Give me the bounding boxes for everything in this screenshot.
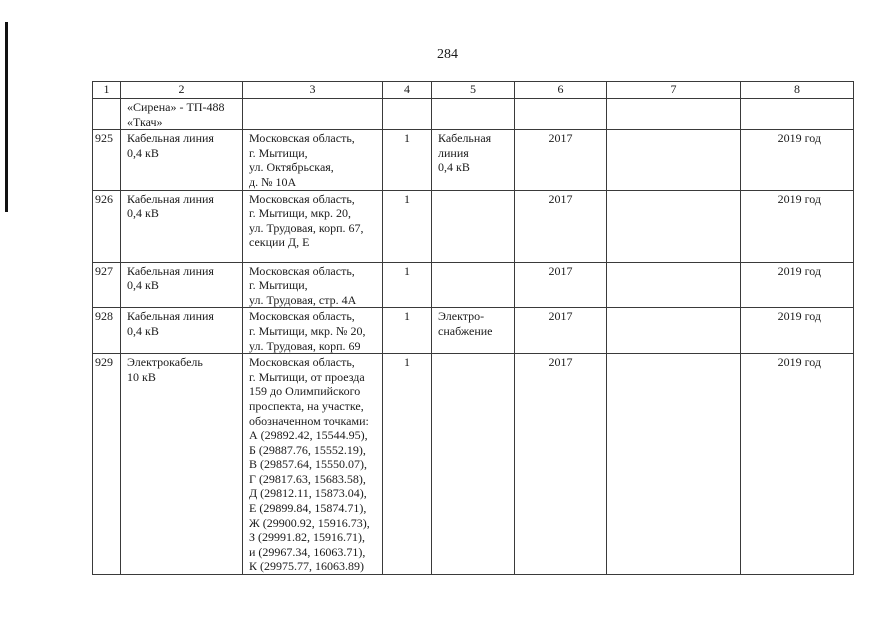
cell-name: [121, 262, 243, 308]
cell-registration-year: 2019 год: [741, 262, 854, 308]
cell-line: Московская область,: [249, 191, 355, 206]
cell-line: 10 кВ: [127, 369, 156, 384]
cell-registration-year: 2019 год: [741, 130, 854, 190]
cell-line: Московская область,: [249, 355, 355, 370]
page-number: 284: [437, 47, 458, 62]
column-header-2: 2: [121, 82, 243, 99]
cell-line: 0,4 кВ: [438, 160, 470, 175]
cell-line: «Ткач»: [127, 114, 163, 129]
cell-line: секции Д, Е: [249, 235, 310, 250]
cell-line: 0,4 кВ: [127, 206, 159, 221]
cell-quantity: [383, 99, 432, 130]
cell-purpose: [432, 308, 515, 354]
cell-line: г. Мытищи, мкр. 20,: [249, 206, 352, 221]
cell-line: и (29967.34, 16063.71),: [249, 544, 366, 559]
cell-line: Кабельная линия: [127, 191, 214, 206]
column-header-6: 6: [515, 82, 607, 99]
cell-line: Б (29887.76, 15552.19),: [249, 442, 366, 457]
cell-number: 926: [93, 190, 121, 262]
cell-name: [121, 130, 243, 190]
cell-line: линия: [438, 145, 469, 160]
cell-line: А (29892.42, 15544.95),: [249, 428, 368, 443]
cell-line: Кабельная: [438, 131, 492, 146]
cell-number: 928: [93, 308, 121, 354]
cell-registration-year: [741, 99, 854, 130]
table-row: [93, 190, 854, 262]
cell-line: Электрокабель: [127, 355, 203, 370]
cell-year: 2017: [515, 354, 607, 575]
cell-line: З (29991.82, 15916.71),: [249, 530, 366, 545]
cell-line: г. Мытищи, от проезда: [249, 369, 365, 384]
cell-line: Кабельная линия: [127, 309, 214, 324]
column-header-4: 4: [383, 82, 432, 99]
cell-line: Электро-: [438, 309, 485, 324]
cell-line: д. № 10А: [249, 174, 297, 189]
column-header-3: 3: [243, 82, 383, 99]
cell-col7: [607, 190, 741, 262]
cell-line: К (29975.77, 16063.89): [249, 559, 364, 574]
cell-col7: [607, 308, 741, 354]
cell-line: ул. Трудовая, стр. 4А: [249, 292, 357, 307]
cell-address: [243, 99, 383, 130]
cell-address: [243, 354, 383, 575]
cell-purpose: [432, 99, 515, 130]
cell-number: [93, 99, 121, 130]
cell-col7: [607, 130, 741, 190]
cell-col7: [607, 354, 741, 575]
cell-registration-year: 2019 год: [741, 354, 854, 575]
cell-line: Московская область,: [249, 263, 355, 278]
cell-name: [121, 354, 243, 575]
cell-quantity: 1: [383, 308, 432, 354]
cell-registration-year: 2019 год: [741, 190, 854, 262]
cell-number: 925: [93, 130, 121, 190]
cell-purpose: [432, 354, 515, 575]
cell-year: 2017: [515, 262, 607, 308]
cell-line: г. Мытищи,: [249, 145, 308, 160]
cell-address: [243, 308, 383, 354]
cell-line: г. Мытищи, мкр. № 20,: [249, 323, 366, 338]
column-header-1: 1: [93, 82, 121, 99]
cell-year: 2017: [515, 308, 607, 354]
cell-purpose: [432, 262, 515, 308]
registry-table: [92, 81, 854, 575]
cell-quantity: 1: [383, 354, 432, 575]
table-row: [93, 99, 854, 130]
cell-address: [243, 130, 383, 190]
cell-name: [121, 190, 243, 262]
header-row: [93, 82, 854, 99]
cell-line: проспекта, на участке,: [249, 398, 364, 413]
cell-line: Ж (29900.92, 15916.73),: [249, 515, 370, 530]
cell-address: [243, 190, 383, 262]
cell-line: Д (29812.11, 15873.04),: [249, 486, 367, 501]
cell-year: 2017: [515, 130, 607, 190]
cell-line: снабжение: [438, 323, 493, 338]
cell-year: 2017: [515, 190, 607, 262]
cell-line: 0,4 кВ: [127, 145, 159, 160]
cell-number: 927: [93, 262, 121, 308]
cell-registration-year: 2019 год: [741, 308, 854, 354]
table-row: [93, 354, 854, 575]
cell-name: [121, 99, 243, 130]
cell-line: 0,4 кВ: [127, 323, 159, 338]
cell-year: [515, 99, 607, 130]
cell-quantity: 1: [383, 262, 432, 308]
cell-line: Е (29899.84, 15874.71),: [249, 501, 367, 516]
cell-purpose: [432, 190, 515, 262]
column-header-7: 7: [607, 82, 741, 99]
cell-line: обозначенном точками:: [249, 413, 369, 428]
cell-address: [243, 262, 383, 308]
cell-line: ул. Октябрьская,: [249, 160, 334, 175]
cell-purpose: [432, 130, 515, 190]
cell-line: Московская область,: [249, 309, 355, 324]
cell-number: 929: [93, 354, 121, 575]
cell-line: Московская область,: [249, 131, 355, 146]
cell-quantity: 1: [383, 190, 432, 262]
cell-line: В (29857.64, 15550.07),: [249, 457, 367, 472]
table-row: [93, 130, 854, 190]
cell-col7: [607, 262, 741, 308]
cell-line: Кабельная линия: [127, 131, 214, 146]
cell-line: 0,4 кВ: [127, 278, 159, 293]
cell-line: г. Мытищи,: [249, 278, 308, 293]
cell-line: Г (29817.63, 15683.58),: [249, 471, 366, 486]
cell-name: [121, 308, 243, 354]
cell-line: 159 до Олимпийского: [249, 384, 361, 399]
table-row: [93, 262, 854, 308]
cell-quantity: 1: [383, 130, 432, 190]
cell-col7: [607, 99, 741, 130]
column-header-8: 8: [741, 82, 854, 99]
cell-line: ул. Трудовая, корп. 69: [249, 338, 361, 353]
table-row: [93, 308, 854, 354]
cell-line: «Сирена» - ТП-488: [127, 100, 225, 114]
column-header-5: 5: [432, 82, 515, 99]
cell-line: Кабельная линия: [127, 263, 214, 278]
cell-line: ул. Трудовая, корп. 67,: [249, 220, 364, 235]
